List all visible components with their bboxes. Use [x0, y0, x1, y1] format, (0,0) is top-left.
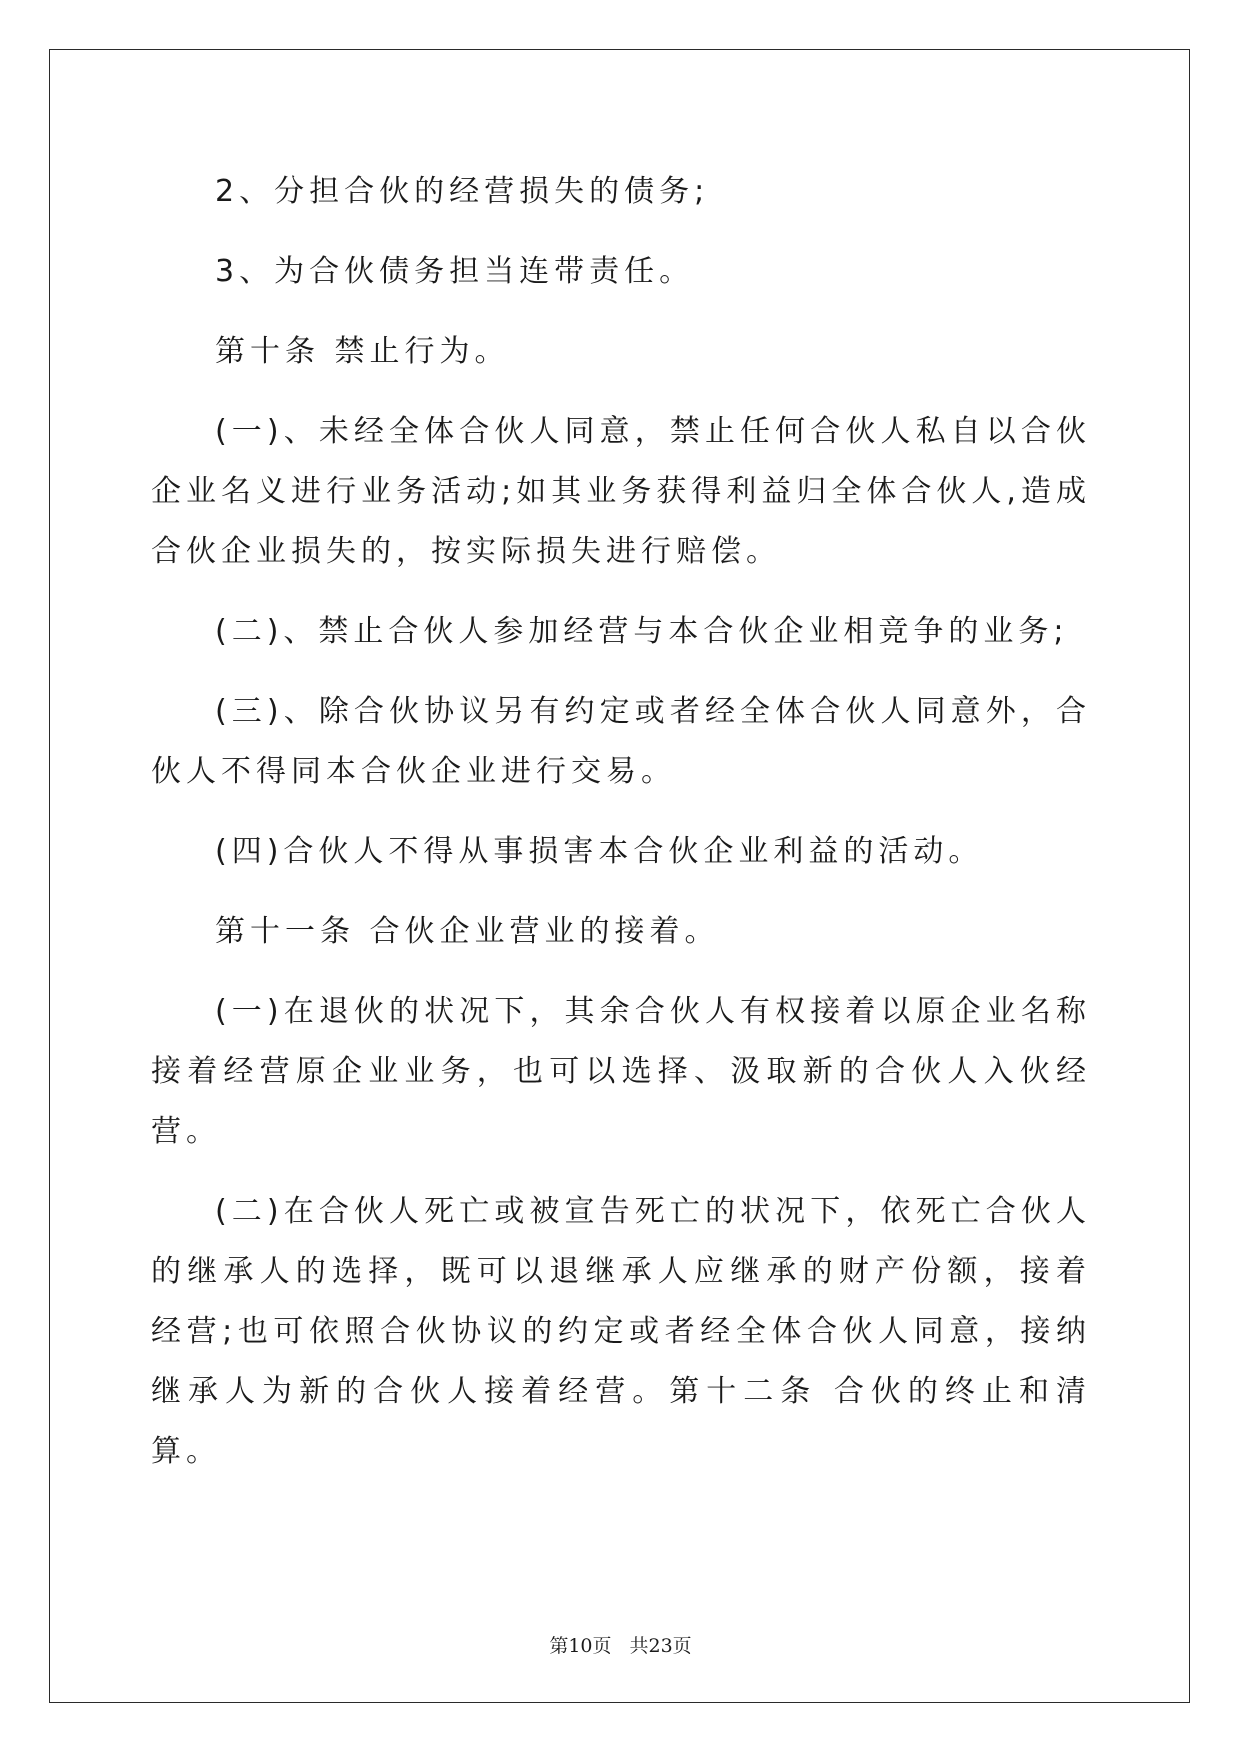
- paragraph: (一)、未经全体合伙人同意，禁止任何合伙人私自以合伙企业名义进行业务活动;如其业务获得利益归全体合伙人,造成合伙企业损失的，按实际损失进行赔偿。: [151, 414, 1091, 569]
- page-number: 第10页: [549, 1635, 612, 1657]
- page-footer: [0, 1631, 1241, 1658]
- paragraph: 2、分担合伙的经营损失的债务;: [215, 174, 710, 209]
- page-total: 共23页: [629, 1635, 692, 1657]
- paragraph: (三)、除合伙协议另有约定或者经全体合伙人同意外，合伙人不得同本合伙企业进行交易。: [151, 694, 1091, 789]
- document-body: [151, 162, 1091, 1502]
- paragraph: 3、为合伙债务担当连带责任。: [215, 254, 695, 289]
- paragraph: (二)在合伙人死亡或被宣告死亡的状况下，依死亡合伙人的继承人的选择，既可以退继承人应继承的财产份额，接着经营;也可依照合伙协议的约定或者经全体合伙人同意，接纳继承人为新的合伙人接着经营。第十二条 合伙的终止和清算。: [151, 1194, 1091, 1469]
- paragraph: (二)、禁止合伙人参加经营与本合伙企业相竞争的业务;: [215, 614, 1069, 649]
- paragraph: 第十条 禁止行为。: [215, 334, 510, 369]
- paragraph: (四)合伙人不得从事损害本合伙企业利益的活动。: [215, 834, 984, 869]
- paragraph: (一)在退伙的状况下，其余合伙人有权接着以原企业名称接着经营原企业业务，也可以选择、汲取新的合伙人入伙经营。: [151, 994, 1091, 1149]
- paragraph: 第十一条 合伙企业营业的接着。: [215, 914, 720, 949]
